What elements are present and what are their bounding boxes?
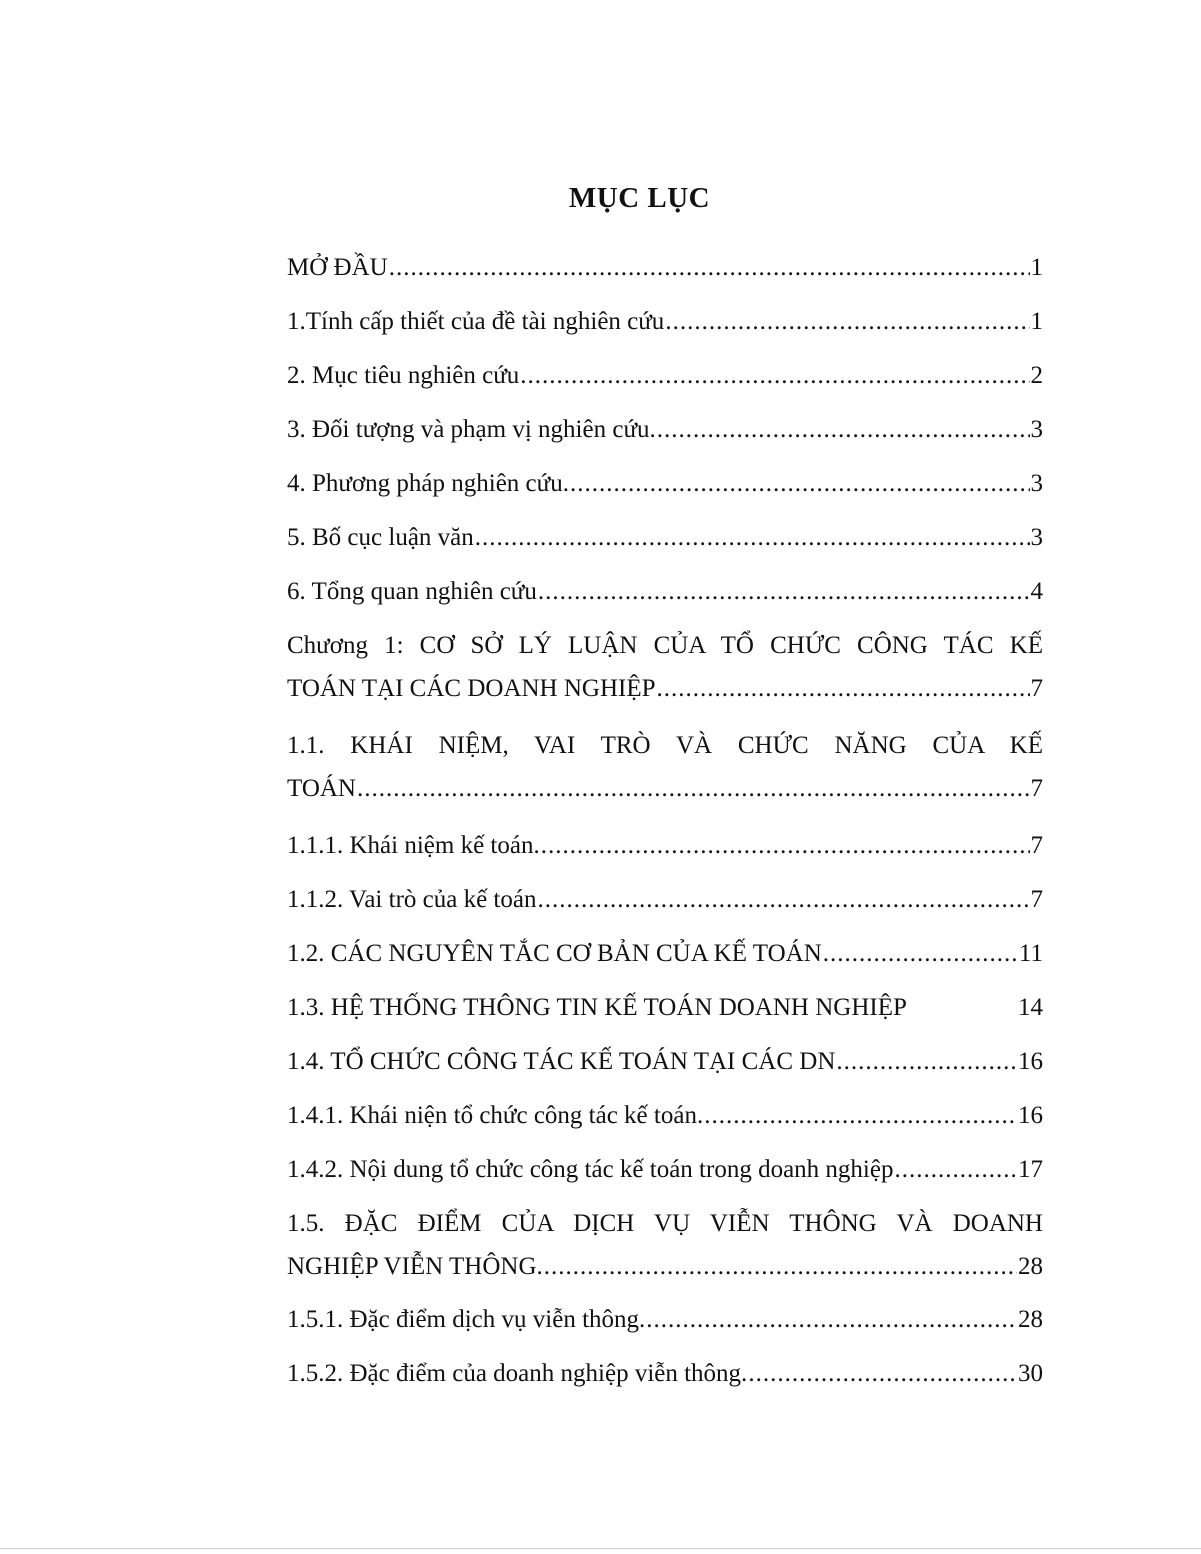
toc-entry-muc-tieu[interactable] [287,356,1043,410]
toc-dot-leader [657,669,1030,709]
toc-entry-text: 5. Bố cục luận văn [287,524,474,551]
toc-entry-text: 1.5.1. Đặc điểm dịch vụ viễn thông. [287,1306,646,1333]
toc-page-number: 7 [1030,886,1043,913]
toc-entry-mo-dau[interactable] [287,248,1043,302]
page-bottom-edge [0,1548,1201,1549]
toc-entry-tinh-cap-thiet[interactable] [287,302,1043,356]
toc-entry-1-4[interactable] [287,1042,1043,1096]
toc-entry-text: 4. Phương pháp nghiên cứu. [287,470,569,497]
toc-entry-text: 2. Mục tiêu nghiên cứu [287,362,520,389]
toc-entry-text: MỞ ĐẦU [287,254,388,281]
toc-page-number: 11 [1018,940,1043,967]
toc-entry-tong-quan[interactable] [287,572,1043,626]
toc-page-number: 2 [1030,362,1043,389]
toc-dot-leader [646,1300,1017,1340]
toc-dot-leader [537,880,1029,920]
toc-page-number: 30 [1018,1360,1043,1387]
toc-entry-text: 1.4.2. Nội dung tổ chức công tác kế toán trong doanh nghiệp [287,1156,894,1183]
toc-entry-text: 1.3. HỆ THỐNG THÔNG TIN KẾ TOÁN DOANH NGHIỆP [287,994,907,1021]
toc-dot-leader [389,248,1030,288]
toc-entry-text-line-2: TOÁN [287,775,356,802]
toc-dot-leader [665,302,1029,342]
toc-page-number: 17 [1018,1156,1043,1183]
toc-dot-leader [570,464,1030,504]
toc-entry-phuong-phap[interactable] [287,464,1043,518]
toc-page-number: 28 [1018,1253,1043,1280]
toc-page-number: 3 [1030,416,1043,443]
toc-dot-leader [538,572,1030,612]
toc-entry-text-line-2: TOÁN TẠI CÁC DOANH NGHIỆP [287,675,656,702]
table-of-contents [287,248,1043,1408]
toc-dot-leader [704,1096,1017,1136]
toc-entry-1-4-2[interactable] [287,1150,1043,1204]
toc-entry-text: 6. Tổng quan nghiên cứu [287,578,537,605]
toc-entry-text: 3. Đối tượng và phạm vị nghiên cứu. [287,416,656,443]
toc-page-number: 3 [1030,524,1043,551]
toc-entry-1-3[interactable] [287,988,1043,1042]
toc-entry-text-line-2: NGHIỆP VIỄN THÔNG. [287,1253,543,1280]
toc-page-number: 14 [1018,994,1043,1021]
toc-page-number: 1 [1030,308,1043,335]
toc-entry-1-1-1[interactable] [287,826,1043,880]
toc-entry-bo-cuc[interactable] [287,518,1043,572]
toc-entry-doi-tuong[interactable] [287,410,1043,464]
toc-entry-text: 1.1.1. Khái niệm kế toán. [287,832,540,859]
toc-dot-leader [836,1042,1017,1082]
toc-dot-leader [894,1150,1017,1190]
toc-entry-text: 1.4. TỔ CHỨC CÔNG TÁC KẾ TOÁN TẠI CÁC DN [287,1048,836,1075]
toc-dot-leader [475,518,1030,558]
toc-dot-leader [520,356,1029,396]
toc-dot-leader [544,1247,1017,1287]
toc-page-number: 28 [1018,1306,1043,1333]
toc-entry-text: 1.Tính cấp thiết của đề tài nghiên cứu [287,308,665,335]
toc-entry-text: 1.5.2. Đặc điểm của doanh nghiệp viễn thông. [287,1360,748,1387]
toc-page-number: 7 [1030,775,1043,802]
toc-page-number: 16 [1018,1102,1043,1129]
toc-dot-leader [748,1354,1017,1394]
toc-entry-text-line-1: Chương 1: CƠ SỞ LÝ LUẬN CỦA TỔ CHỨC CÔNG TÁC KẾ [287,632,1043,659]
toc-entry-1-5[interactable] [287,1204,1043,1300]
toc-page-number: 7 [1030,832,1043,859]
toc-entry-1-1[interactable] [287,726,1043,826]
toc-entry-text: 1.2. CÁC NGUYÊN TẮC CƠ BẢN CỦA KẾ TOÁN [287,940,822,967]
toc-entry-chuong-1[interactable] [287,626,1043,726]
toc-page-number: 1 [1030,254,1043,281]
toc-entry-text: 1.1.2. Vai trò của kế toán [287,886,537,913]
toc-entry-1-2[interactable] [287,934,1043,988]
toc-entry-text: 1.4.1. Khái niện tổ chức công tác kế toán. [287,1102,704,1129]
toc-entry-1-5-2[interactable] [287,1354,1043,1408]
toc-page-number: 4 [1030,578,1043,605]
toc-dot-leader [823,934,1018,974]
toc-entry-1-5-1[interactable] [287,1300,1043,1354]
toc-dot-leader [357,769,1030,809]
toc-entry-1-4-1[interactable] [287,1096,1043,1150]
page-title: MỤC LỤC [568,182,711,214]
toc-page-number: 16 [1018,1048,1043,1075]
toc-entry-text-line-1: 1.5. ĐẶC ĐIỂM CỦA DỊCH VỤ VIỄN THÔNG VÀ DOANH [287,1210,1043,1237]
toc-dot-leader [541,826,1030,866]
toc-entry-1-1-2[interactable] [287,880,1043,934]
toc-page-number: 7 [1030,675,1043,702]
toc-entry-text-line-1: 1.1. KHÁI NIỆM, VAI TRÒ VÀ CHỨC NĂNG CỦA KẾ [287,732,1043,759]
toc-dot-leader [657,410,1030,450]
toc-page-number: 3 [1030,470,1043,497]
